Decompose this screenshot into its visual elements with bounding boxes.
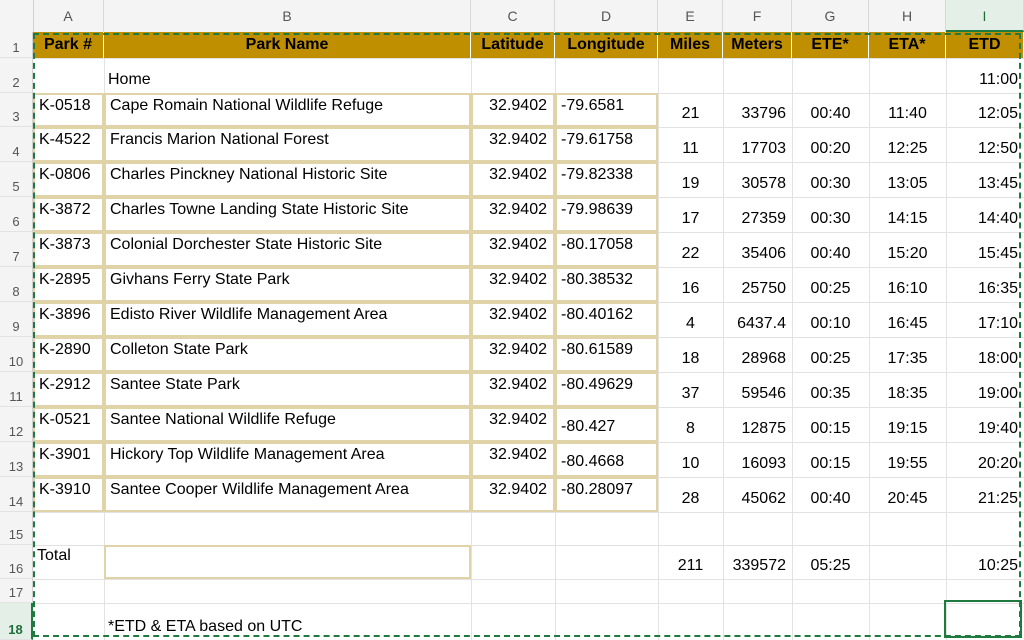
row-header-12[interactable]: 12 (0, 407, 33, 442)
row-header-2[interactable]: 2 (0, 58, 33, 93)
park-ete[interactable]: 00:40 (810, 105, 851, 122)
park-name[interactable]: Santee State Park (104, 372, 471, 407)
park-id[interactable]: K-2912 (33, 372, 104, 407)
park-longitude[interactable]: -80.40162 (555, 302, 658, 337)
row-header-16[interactable]: 16 (0, 545, 33, 579)
park-name[interactable]: Colleton State Park (104, 337, 471, 372)
park-id[interactable]: K-2895 (33, 267, 104, 302)
park-eta[interactable]: 13:05 (887, 175, 928, 192)
park-latitude[interactable]: 32.9402 (471, 302, 555, 337)
park-miles[interactable]: 11 (682, 140, 699, 157)
park-longitude[interactable]: -80.61589 (555, 337, 658, 372)
park-etd[interactable]: 15:45 (977, 245, 1018, 262)
park-etd[interactable]: 21:25 (977, 490, 1018, 507)
park-miles[interactable]: 16 (681, 280, 700, 297)
park-etd[interactable]: 20:20 (977, 455, 1018, 472)
park-miles[interactable]: 8 (686, 420, 695, 437)
park-miles[interactable]: 21 (681, 105, 700, 122)
column-header-e[interactable]: E (658, 0, 723, 32)
park-ete[interactable]: 00:10 (810, 315, 851, 332)
row-header-9[interactable]: 9 (0, 302, 33, 337)
park-longitude[interactable]: -79.61758 (555, 127, 658, 162)
row-header-7[interactable]: 7 (0, 232, 33, 267)
park-latitude[interactable]: 32.9402 (471, 127, 555, 162)
park-etd[interactable]: 12:05 (977, 105, 1018, 122)
park-name[interactable]: Givhans Ferry State Park (104, 267, 471, 302)
park-etd[interactable]: 17:10 (977, 315, 1018, 332)
park-etd[interactable]: 19:00 (977, 385, 1018, 402)
park-meters[interactable]: 45062 (741, 490, 786, 507)
park-etd[interactable]: 13:45 (977, 175, 1018, 192)
park-longitude[interactable]: -80.427 (555, 407, 658, 442)
park-miles[interactable]: 37 (681, 385, 700, 402)
column-header-f[interactable]: F (723, 0, 792, 32)
gridline-row (33, 579, 1024, 580)
park-name[interactable]: Hickory Top Wildlife Management Area (104, 442, 471, 477)
park-ete[interactable]: 00:15 (810, 455, 851, 472)
park-id[interactable]: K-3872 (33, 197, 104, 232)
column-header-i[interactable]: I (946, 0, 1024, 32)
home-label[interactable]: Home (108, 71, 151, 88)
park-miles[interactable]: 17 (681, 210, 700, 227)
row-header-15[interactable]: 15 (0, 512, 33, 545)
park-etd[interactable]: 18:00 (977, 350, 1018, 367)
footnote-text[interactable]: *ETD & ETA based on UTC (108, 618, 303, 635)
total-miles[interactable]: 211 (677, 557, 704, 574)
home-etd[interactable]: 11:00 (979, 71, 1018, 88)
column-header-a[interactable]: A (33, 0, 104, 32)
row-header-1[interactable]: 1 (0, 32, 33, 58)
park-longitude[interactable]: -80.38532 (555, 267, 658, 302)
park-meters[interactable]: 59546 (741, 385, 786, 402)
row-header-10[interactable]: 10 (0, 337, 33, 372)
park-longitude[interactable]: -79.98639 (555, 197, 658, 232)
park-latitude[interactable]: 32.9402 (471, 197, 555, 232)
park-meters[interactable]: 6437.4 (737, 315, 786, 332)
park-eta[interactable]: 15:20 (887, 245, 928, 262)
total-meters[interactable]: 339572 (732, 557, 786, 574)
park-eta[interactable]: 19:15 (887, 420, 928, 437)
park-eta[interactable]: 16:10 (887, 280, 928, 297)
park-latitude[interactable]: 32.9402 (471, 477, 555, 512)
park-longitude[interactable]: -79.6581 (555, 93, 658, 127)
gridline-row (33, 512, 1024, 513)
park-latitude[interactable]: 32.9402 (471, 407, 555, 442)
park-id[interactable]: K-3873 (33, 232, 104, 267)
park-ete[interactable]: 00:30 (810, 175, 851, 192)
park-meters[interactable]: 30578 (741, 175, 786, 192)
park-name[interactable]: Cape Romain National Wildlife Refuge (104, 93, 471, 127)
header-etd[interactable]: ETD (946, 32, 1024, 58)
column-header-g[interactable]: G (792, 0, 869, 32)
park-meters[interactable]: 27359 (741, 210, 786, 227)
park-name[interactable]: Charles Pinckney National Historic Site (104, 162, 471, 197)
park-miles[interactable]: 10 (681, 455, 700, 472)
row-header-13[interactable]: 13 (0, 442, 33, 477)
header-eta[interactable]: ETA* (869, 32, 946, 58)
park-name[interactable]: Santee Cooper Wildlife Management Area (104, 477, 471, 512)
park-latitude[interactable]: 32.9402 (471, 232, 555, 267)
select-all-corner[interactable] (0, 0, 34, 32)
header-park-no[interactable]: Park # (33, 32, 104, 58)
park-name[interactable]: Santee National Wildlife Refuge (104, 407, 471, 442)
park-id[interactable]: K-0521 (33, 407, 104, 442)
park-id[interactable]: K-3896 (33, 302, 104, 337)
park-longitude[interactable]: -80.4668 (555, 442, 658, 477)
header-latitude[interactable]: Latitude (471, 32, 555, 58)
park-eta[interactable]: 11:40 (888, 105, 927, 122)
row-header-5[interactable]: 5 (0, 162, 33, 197)
column-header-c[interactable]: C (471, 0, 555, 32)
park-ete[interactable]: 00:35 (810, 385, 851, 402)
row-header-3[interactable]: 3 (0, 93, 33, 127)
row-header-14[interactable]: 14 (0, 477, 33, 512)
park-name[interactable]: Francis Marion National Forest (104, 127, 471, 162)
park-latitude[interactable]: 32.9402 (471, 372, 555, 407)
total-label[interactable]: Total (37, 547, 71, 564)
park-miles[interactable]: 19 (681, 175, 700, 192)
park-etd[interactable]: 19:40 (977, 420, 1018, 437)
park-latitude[interactable]: 32.9402 (471, 337, 555, 372)
total-ete[interactable]: 05:25 (810, 557, 851, 574)
park-etd[interactable]: 16:35 (977, 280, 1018, 297)
column-header-b[interactable]: B (104, 0, 471, 32)
park-eta[interactable]: 20:45 (887, 490, 928, 507)
park-eta[interactable]: 17:35 (887, 350, 928, 367)
park-id[interactable]: K-2890 (33, 337, 104, 372)
park-name[interactable]: Edisto River Wildlife Management Area (104, 302, 471, 337)
park-name[interactable]: Colonial Dorchester State Historic Site (104, 232, 471, 267)
total-blank-cell[interactable] (104, 545, 471, 579)
row-header-17[interactable]: 17 (0, 579, 33, 603)
park-id[interactable]: K-0518 (33, 93, 104, 127)
column-header-d[interactable]: D (555, 0, 658, 32)
park-meters[interactable]: 17703 (741, 140, 786, 157)
row-header-18[interactable]: 18 (0, 603, 33, 640)
header-park-name[interactable]: Park Name (104, 32, 471, 58)
park-latitude[interactable]: 32.9402 (471, 162, 555, 197)
park-longitude[interactable]: -80.28097 (555, 477, 658, 512)
park-longitude[interactable]: -79.82338 (555, 162, 658, 197)
park-ete[interactable]: 00:15 (810, 420, 851, 437)
park-eta[interactable]: 14:15 (887, 210, 928, 227)
park-longitude[interactable]: -80.17058 (555, 232, 658, 267)
park-ete[interactable]: 00:20 (810, 140, 851, 157)
header-miles[interactable]: Miles (658, 32, 723, 58)
park-meters[interactable]: 16093 (741, 455, 786, 472)
park-ete[interactable]: 00:40 (810, 245, 851, 262)
park-meters[interactable]: 25750 (741, 280, 786, 297)
row-header-6[interactable]: 6 (0, 197, 33, 232)
park-latitude[interactable]: 32.9402 (471, 442, 555, 477)
park-latitude[interactable]: 32.9402 (471, 267, 555, 302)
header-longitude[interactable]: Longitude (555, 32, 658, 58)
park-id[interactable]: K-3901 (33, 442, 104, 477)
park-eta[interactable]: 18:35 (887, 385, 928, 402)
park-miles[interactable]: 28 (681, 490, 700, 507)
header-ete[interactable]: ETE* (792, 32, 869, 58)
park-eta[interactable]: 16:45 (887, 315, 928, 332)
total-etd[interactable]: 10:25 (977, 557, 1018, 574)
park-id[interactable]: K-3910 (33, 477, 104, 512)
park-ete[interactable]: 00:25 (810, 350, 851, 367)
row-header-11[interactable]: 11 (0, 372, 33, 407)
park-name[interactable]: Charles Towne Landing State Historic Site (104, 197, 471, 232)
header-meters[interactable]: Meters (723, 32, 792, 58)
park-meters[interactable]: 33796 (741, 105, 786, 122)
park-meters[interactable]: 28968 (741, 350, 786, 367)
park-eta[interactable]: 12:25 (887, 140, 928, 157)
park-miles[interactable]: 18 (681, 350, 700, 367)
park-etd[interactable]: 12:50 (977, 140, 1018, 157)
park-longitude[interactable]: -80.49629 (555, 372, 658, 407)
park-meters[interactable]: 35406 (741, 245, 786, 262)
park-id[interactable]: K-0806 (33, 162, 104, 197)
active-cell-i18[interactable] (944, 600, 1022, 638)
park-ete[interactable]: 00:30 (810, 210, 851, 227)
park-etd[interactable]: 14:40 (977, 210, 1018, 227)
park-latitude[interactable]: 32.9402 (471, 93, 555, 127)
row-header-4[interactable]: 4 (0, 127, 33, 162)
row-header-8[interactable]: 8 (0, 267, 33, 302)
park-ete[interactable]: 00:25 (810, 280, 851, 297)
park-id[interactable]: K-4522 (33, 127, 104, 162)
park-eta[interactable]: 19:55 (887, 455, 928, 472)
park-miles[interactable]: 22 (681, 245, 700, 262)
park-ete[interactable]: 00:40 (810, 490, 851, 507)
column-header-h[interactable]: H (869, 0, 946, 32)
park-miles[interactable]: 4 (686, 315, 695, 332)
park-meters[interactable]: 12875 (741, 420, 786, 437)
